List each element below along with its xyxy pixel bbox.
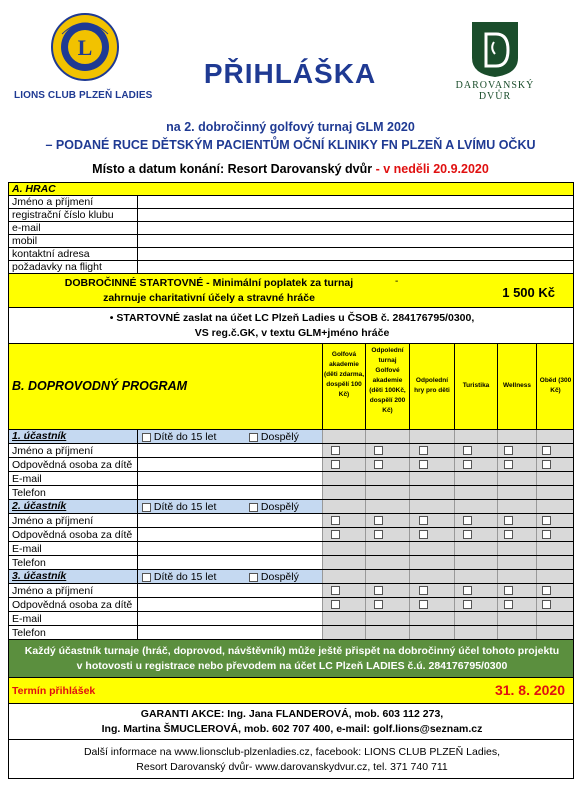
participant-field-input[interactable] xyxy=(138,584,322,597)
column-wellness: Wellness xyxy=(502,382,532,389)
program-checkbox[interactable] xyxy=(331,446,340,455)
field-label: Odpovědná osoba za dítě xyxy=(12,459,133,471)
info-line-1: Další informace na www.lionsclub-plzenladies.cz, facebook: LIONS CLUB PLZEŇ Ladies, xyxy=(83,746,501,758)
child-option-label: Dítě do 15 let xyxy=(153,571,217,583)
program-checkbox[interactable] xyxy=(504,586,513,595)
column-kids-games: Odpolední hry pro děti xyxy=(414,377,450,394)
player-name-input[interactable] xyxy=(138,196,573,208)
participant-heading-row xyxy=(9,570,573,584)
program-checkbox[interactable] xyxy=(331,460,340,469)
field-label: E-mail xyxy=(12,543,42,555)
field-label: Jméno a příjmení xyxy=(12,196,94,208)
email-row xyxy=(9,222,573,235)
program-checkbox[interactable] xyxy=(504,600,513,609)
participant-field-input[interactable] xyxy=(138,542,322,555)
adult-checkbox[interactable] xyxy=(249,503,258,512)
child-option-label: Dítě do 15 let xyxy=(153,431,217,443)
program-checkbox[interactable] xyxy=(374,586,383,595)
fee-line-2: zahrnuje charitativní účely a stravné hráče xyxy=(103,292,315,304)
subtitle-cause: – PODANÉ RUCE DĚTSKÝM PACIENTŮM OČNÍ KLINIKY FN PLZEŇ A LVÍMU OČKU xyxy=(45,138,536,152)
field-label: Odpovědná osoba za dítě xyxy=(12,599,133,611)
program-checkbox[interactable] xyxy=(542,586,551,595)
flight-input[interactable] xyxy=(138,261,573,273)
program-checkbox[interactable] xyxy=(463,516,472,525)
mobile-input[interactable] xyxy=(138,235,573,247)
form-header xyxy=(0,0,581,190)
program-checkbox[interactable] xyxy=(463,600,472,609)
address-input[interactable] xyxy=(138,248,573,260)
field-label: Odpovědná osoba za dítě xyxy=(12,529,133,541)
payment-note-line-1: • STARTOVNÉ zaslat na účet LC Plzeň Ladies u ČSOB č. 284176795/0300, xyxy=(109,312,475,324)
participant-label: 3. účastník xyxy=(12,570,67,582)
svg-text:L: L xyxy=(77,35,93,60)
player-name-row xyxy=(9,196,573,209)
column-golf-academy: Golfová akademie (děti zdarma, dospělí 100 Kč) xyxy=(323,351,365,398)
adult-checkbox[interactable] xyxy=(249,573,258,582)
participant-field-row xyxy=(9,514,573,528)
participant-heading-row xyxy=(9,430,573,444)
place-text: Místo a datum konání: Resort Darovanský dvůr xyxy=(92,162,373,176)
participant-label: 2. účastník xyxy=(12,500,67,512)
program-checkbox[interactable] xyxy=(419,586,428,595)
adult-option-label: Dospělý xyxy=(260,431,299,443)
participant-field-input[interactable] xyxy=(138,612,322,625)
section-a-heading: A. HRAC xyxy=(12,183,56,195)
info-line-2: Resort Darovanský dvůr- www.darovanskydvur.cz, tel. 371 740 711 xyxy=(136,761,448,773)
program-checkbox[interactable] xyxy=(463,460,472,469)
field-label: kontaktní adresa xyxy=(12,248,90,260)
field-label: registrační číslo klubu xyxy=(12,209,114,221)
program-checkbox[interactable] xyxy=(374,516,383,525)
program-checkbox[interactable] xyxy=(504,516,513,525)
field-label: e-mail xyxy=(12,222,41,234)
participant-field-input[interactable] xyxy=(138,528,322,541)
column-afternoon-tournament: Odpolední turnaj Golfové akademie (děti 100Kč, dospělí 200 Kč) xyxy=(369,347,406,414)
adult-option-label: Dospělý xyxy=(260,501,299,513)
program-checkbox[interactable] xyxy=(463,586,472,595)
program-checkbox[interactable] xyxy=(419,530,428,539)
field-label: Jméno a příjmení xyxy=(12,585,94,597)
participant-field-input[interactable] xyxy=(138,486,322,499)
section-a-heading-row xyxy=(9,183,573,196)
field-label: E-mail xyxy=(12,613,42,625)
fee-line-1: DOBROČINNÉ STARTOVNÉ - Minimální poplatek za turnaj xyxy=(64,277,354,289)
participant-field-input[interactable] xyxy=(138,472,322,485)
program-checkbox[interactable] xyxy=(374,460,383,469)
application-form xyxy=(8,182,574,779)
participant-label: 1. účastník xyxy=(12,430,67,442)
deadline-date: 31. 8. 2020 xyxy=(494,682,565,698)
program-checkbox[interactable] xyxy=(542,460,551,469)
section-b-header-row xyxy=(9,344,573,430)
info-row xyxy=(9,740,573,778)
program-checkbox[interactable] xyxy=(504,530,513,539)
participant-field-input[interactable] xyxy=(138,444,322,457)
participant-field-row xyxy=(9,598,573,612)
fee-amount: 1 500 Kč xyxy=(502,285,555,300)
participant-field-input[interactable] xyxy=(138,598,322,611)
mobile-row xyxy=(9,235,573,248)
program-checkbox[interactable] xyxy=(542,530,551,539)
section-b-heading: B. DOPROVODNÝ PROGRAM xyxy=(12,379,188,393)
field-label: Telefon xyxy=(12,557,46,569)
participant-field-row xyxy=(9,444,573,458)
participant-field-input[interactable] xyxy=(138,458,322,471)
field-label: Telefon xyxy=(12,487,46,499)
program-checkbox[interactable] xyxy=(542,446,551,455)
club-number-row xyxy=(9,209,573,222)
donation-row xyxy=(9,640,573,678)
donation-line-2: v hotovosti u registrace nebo převodem na účet LC Plzeň LADIES č.ú. 284176795/0300 xyxy=(76,660,508,672)
participant-field-row xyxy=(9,612,573,626)
event-date: - v neděli 20.9.2020 xyxy=(375,162,489,176)
club-number-input[interactable] xyxy=(138,209,573,221)
child-checkbox[interactable] xyxy=(142,573,151,582)
donation-line-1: Každý účastník turnaje (hráč, doprovod, návštěvník) může ještě přispět na dobročinný účel tohoto projektu xyxy=(24,645,560,657)
field-label: Jméno a příjmení xyxy=(12,445,94,457)
lions-club-name: LIONS CLUB PLZEŇ LADIES xyxy=(14,90,153,101)
program-checkbox[interactable] xyxy=(504,460,513,469)
adult-option-label: Dospělý xyxy=(260,571,299,583)
program-checkbox[interactable] xyxy=(542,516,551,525)
program-checkbox[interactable] xyxy=(463,530,472,539)
program-checkbox[interactable] xyxy=(542,600,551,609)
participant-heading-row xyxy=(9,500,573,514)
participant-field-row xyxy=(9,584,573,598)
program-checkbox[interactable] xyxy=(419,600,428,609)
participant-field-input[interactable] xyxy=(138,556,322,569)
email-input[interactable] xyxy=(138,222,573,234)
program-checkbox[interactable] xyxy=(331,530,340,539)
participant-field-row xyxy=(9,528,573,542)
payment-note-line-2: VS reg.č.GK, v textu GLM+jméno hráče xyxy=(194,327,390,339)
address-row xyxy=(9,248,573,261)
program-checkbox[interactable] xyxy=(419,460,428,469)
child-checkbox[interactable] xyxy=(142,503,151,512)
participant-field-row xyxy=(9,472,573,486)
guarantors-line-2: Ing. Martina ŠMUCLEROVÁ, mob. 602 707 400, e-mail: golf.lions@seznam.cz xyxy=(101,723,483,735)
participant-field-row xyxy=(9,458,573,472)
program-checkbox[interactable] xyxy=(504,446,513,455)
guarantors-line-1: GARANTI AKCE: Ing. Jana FLANDEROVÁ, mob. 603 112 273, xyxy=(140,708,444,720)
subtitle-tournament: na 2. dobročinný golfový turnaj GLM 2020 xyxy=(166,120,415,134)
column-lunch: Oběd (300 Kč) xyxy=(539,377,572,394)
deadline-row xyxy=(9,678,573,704)
fee-dash: - xyxy=(395,276,399,287)
participant-field-row xyxy=(9,486,573,500)
program-checkbox[interactable] xyxy=(374,530,383,539)
program-checkbox[interactable] xyxy=(331,516,340,525)
child-option-label: Dítě do 15 let xyxy=(153,501,217,513)
participant-field-row xyxy=(9,626,573,640)
fee-payment-note xyxy=(9,308,573,344)
field-label: Telefon xyxy=(12,627,46,639)
program-checkbox[interactable] xyxy=(331,586,340,595)
adult-checkbox[interactable] xyxy=(249,433,258,442)
darovansky-dvur-logo-icon xyxy=(470,20,520,78)
column-hiking: Turistika xyxy=(462,382,490,389)
field-label: E-mail xyxy=(12,473,42,485)
guarantors-row xyxy=(9,704,573,740)
field-label: mobil xyxy=(12,235,38,247)
participant-field-row xyxy=(9,542,573,556)
participant-field-input[interactable] xyxy=(138,626,322,639)
program-checkbox[interactable] xyxy=(463,446,472,455)
participant-field-row xyxy=(9,556,573,570)
program-checkbox[interactable] xyxy=(331,600,340,609)
deadline-label: Termín přihlášek xyxy=(12,685,96,697)
place-and-date xyxy=(0,162,581,176)
field-label: Jméno a příjmení xyxy=(12,515,94,527)
program-checkbox[interactable] xyxy=(374,446,383,455)
program-checkbox[interactable] xyxy=(374,600,383,609)
program-checkbox[interactable] xyxy=(419,446,428,455)
child-checkbox[interactable] xyxy=(142,433,151,442)
resort-logo-name: DAROVANSKÝ DVŮR xyxy=(455,80,535,102)
field-label: požadavky na flight xyxy=(12,261,102,273)
page-title: PŘIHLÁŠKA xyxy=(203,58,377,89)
flight-row xyxy=(9,261,573,274)
lions-club-logo-icon xyxy=(50,12,120,82)
fee-row xyxy=(9,274,573,308)
program-checkbox[interactable] xyxy=(419,516,428,525)
participants-table xyxy=(9,430,573,640)
participant-field-input[interactable] xyxy=(138,514,322,527)
